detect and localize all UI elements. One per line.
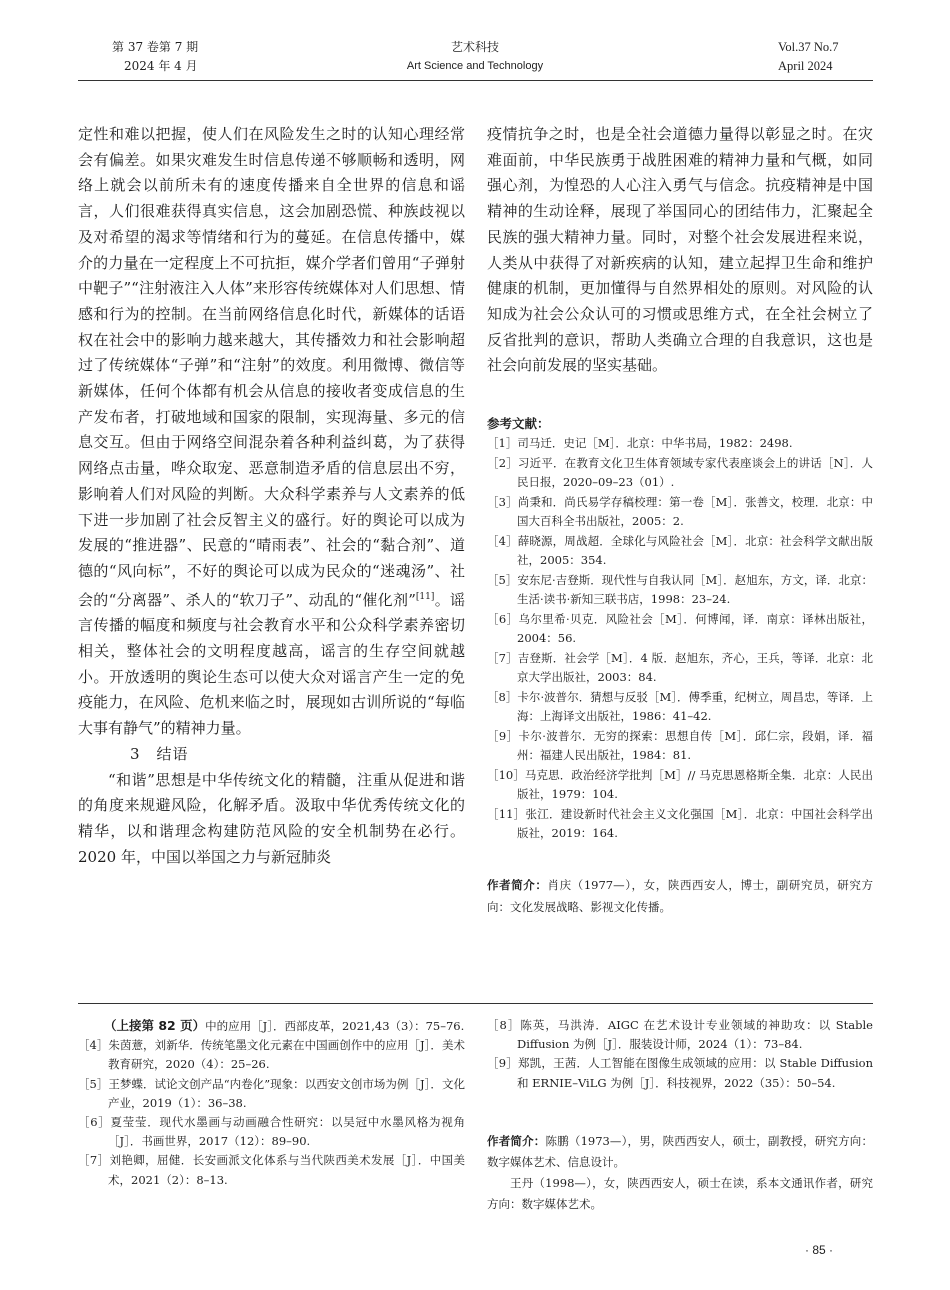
reference-item: ［1］司马迁．史记［M］．北京：中华书局，1982：2498. (487, 436, 793, 451)
reference-item: ［6］夏莹莹．现代水墨画与动画融合性研究：以吴冠中水墨风格为视角［J］．书画世界，2017（12）：89–90. (78, 1115, 465, 1149)
continued-reference (78, 1016, 465, 1036)
header-volume-en: Vol.37 No.7 (778, 40, 839, 54)
reference-item: ［4］薛晓源，周战超．全球化与风险社会［M］．北京：社会科学文献出版社，2005：354. (487, 533, 873, 568)
reference-item: ［6］乌尔里希·贝克．风险社会［M］．何博闻，译．南京：译林出版社，2004：56. (487, 611, 873, 646)
author-bio-text: 陈鹏（1973—），男，陕西西安人，硕士，副教授，研究方向：数字媒体艺术、信息设计。 (487, 1133, 874, 1169)
header-journal-en: Art Science and Technology (406, 60, 544, 72)
left-paragraph-1 (78, 122, 465, 742)
section-divider (78, 1003, 873, 1004)
section-heading: 3 结语 (130, 744, 189, 763)
author-bio (487, 1131, 873, 1173)
header-date-cn: 2024 年 4 月 (124, 59, 198, 73)
left-paragraph-2: “和谐”思想是中华传统文化的精髓，注重从促进和谐的角度来规避风险，化解矛盾。汲取中华优秀传统文化的精华，以和谐理念构建防范风险的安全机制势在必行。2020 年，中国以举国之力与新冠肺炎 (78, 770, 465, 866)
citation-11: [11] (415, 591, 435, 602)
page-number: · 85 · (805, 1243, 834, 1257)
reference-item: ［5］安东尼·吉登斯．现代性与自我认同［M］．赵旭东，方文，译．北京：生活·读书·新知三联书店，1998：23–24. (487, 572, 873, 607)
author-bio (487, 874, 873, 918)
header-journal (330, 38, 620, 76)
reference-item: ［4］朱茵薏，刘新华．传统笔墨文化元素在中国画创作中的应用［J］．美术教育研究，2020（4）：25–26. (78, 1038, 465, 1072)
left-p1-end: 。谣言传播的幅度和频度与社会教育水平和公众科学素养密切相关，整体社会的文明程度越高，谣言的生存空间就越小。开放透明的舆论生态可以使大众对谣言产生一定的免疫能力，在风险、危机来临之时，展现如古训所说的“每临大事有静气”的精神力量。 (78, 590, 465, 738)
reference-item: ［3］尚秉和．尚氏易学存稿校理：第一卷［M］．张善文，校理．北京：中国大百科全书出版社，2005：2. (487, 494, 873, 529)
right-paragraph-1: 疫情抗争之时，也是全社会道德力量得以彰显之时。在灾难面前，中华民族勇于战胜困难的精神力量和气概，如同强心剂，为惶恐的人心注入勇气与信念。抗疫精神是中国精神的生动诠释，展现了举国同心的团结伟力，汇聚起全民族的强大精神力量。同时，对整个社会发展进程来说，人类从中获得了对新疾病的认知，建立起捍卫生命和维护健康的机制，更加懂得与自然界相处的原则。对风险的认知成为社会公众认可的习惯或思维方式，在全社会树立了反省批判的意识，帮助人类确立合理的自我意识，这也是社会向前发展的坚实基础。 (487, 125, 873, 375)
reference-item: ［9］郑凯，王茜．人工智能在图像生成领域的应用：以 Stable Diffusion 和 ERNIE–ViLG 为例［J］．科技视界，2022（35）：50–54. (487, 1056, 873, 1090)
left-p1-text: 定性和难以把握，使人们在风险发生之时的认知心理经常会有偏差。如果灾难发生时信息传递不够顺畅和透明，网络上就会以前所未有的速度传播来自全世界的信息和谣言，人们很难获得真实信息，这会加剧恐慌、种族歧视以及对希望的渴求等情绪和行为的蔓延。在信息传播中，媒介的力量在一定程度上不可抗拒，媒介学者们曾用“子弹射中靶子”“注射液注入人体”来形容传统媒体对人们思想、情感和行为的控制。在当前网络信息化时代，新媒体的话语权在社会中的影响力越来越大，其传播效力和社会影响超过了传统媒体“子弹”和“注射”的效度。利用微博、微信等新媒体，任何个体都有机会从信息的接收者变成信息的生产发布者，打破地域和国家的限制，实现海量、多元的信息交互。但由于网络空间混杂着各种利益纠葛，为了获得网络点击量，哗众取宠、恶意制造矛盾的信息层出不穷，影响着人们对风险的判断。大众科学素养与人文素养的低下进一步加剧了社会反智主义的盛行。好的舆论可以成为发展的“推进器”、民意的“晴雨表”、社会的“黏合剂”、道德的“风向标”，不好的舆论可以成为民众的“迷魂汤”、社会的“分离器”、杀人的“软刀子”、动乱的“催化剂” (78, 125, 465, 609)
author-bio-2: 王丹（1998—），女，陕西西安人，硕士在读，系本文通讯作者，研究方向：数字媒体艺术。 (487, 1175, 873, 1211)
reference-item: ［11］张江．建设新时代社会主义文化强国［M］．北京：中国社会科学出版社，2019：164. (487, 806, 873, 841)
right-column (487, 122, 873, 918)
reference-item: ［5］王梦蝶．试论文创产品“内卷化”现象：以西安文创市场为例［J］．文化产业，2019（1）：36–38. (78, 1076, 465, 1110)
author-bio-label: 作者简介： (487, 877, 548, 892)
header-rule (78, 80, 873, 81)
reference-item: ［8］陈英，马洪涛．AIGC 在艺术设计专业领域的神助攻：以 Stable Diffusion 为例［J］．服装设计师，2024（1）：73–84. (487, 1018, 873, 1052)
author-bio-label: 作者简介： (487, 1133, 546, 1148)
header-volume (112, 38, 198, 76)
continued-text: 中的应用［J］．西部皮革，2021,43（3）：75–76. (205, 1019, 465, 1033)
header-date-en: April 2024 (778, 59, 833, 73)
reference-item: ［7］吉登斯．社会学［M］．4 版．赵旭东，齐心，王兵，等译．北京：北京大学出版社，2003：84. (487, 650, 873, 685)
left-column (78, 122, 465, 870)
header-journal-cn: 艺术科技 (450, 40, 499, 54)
header-volume-cn: 第 37 卷第 7 期 (112, 40, 199, 54)
reference-item: ［10］马克思．政治经济学批判［M］// 马克思恩格斯全集．北京：人民出版社，1979：104. (487, 767, 873, 802)
reference-item: ［9］卡尔·波普尔．无穷的探索：思想自传［M］．邱仁宗，段娟，译．福州：福建人民出版社，1984：81. (487, 728, 873, 763)
reference-item: ［7］刘艳卿，屈健．长安画派文化体系与当代陕西美术发展［J］．中国美术，2021（2）：8–13. (78, 1153, 465, 1187)
continued-label: （上接第 82 页） (104, 1018, 206, 1033)
bottom-right-column (487, 1016, 873, 1215)
reference-item: ［8］卡尔·波普尔．猜想与反驳［M］．傅季重，纪树立，周昌忠，等译．上海：上海译文出版社，1986：41–42. (487, 689, 873, 724)
references-title: 参考文献： (487, 416, 550, 432)
reference-item: ［2］习近平．在教育文化卫生体育领域专家代表座谈会上的讲话［N］．人民日报，2020–09–23（01）. (487, 455, 873, 490)
author-bio-text: 肖庆（1977—），女，陕西西安人，博士，副研究员，研究方向：文化发展战略、影视文化传播。 (487, 877, 873, 914)
header-issue (760, 38, 870, 76)
bottom-left-column (78, 1016, 465, 1190)
